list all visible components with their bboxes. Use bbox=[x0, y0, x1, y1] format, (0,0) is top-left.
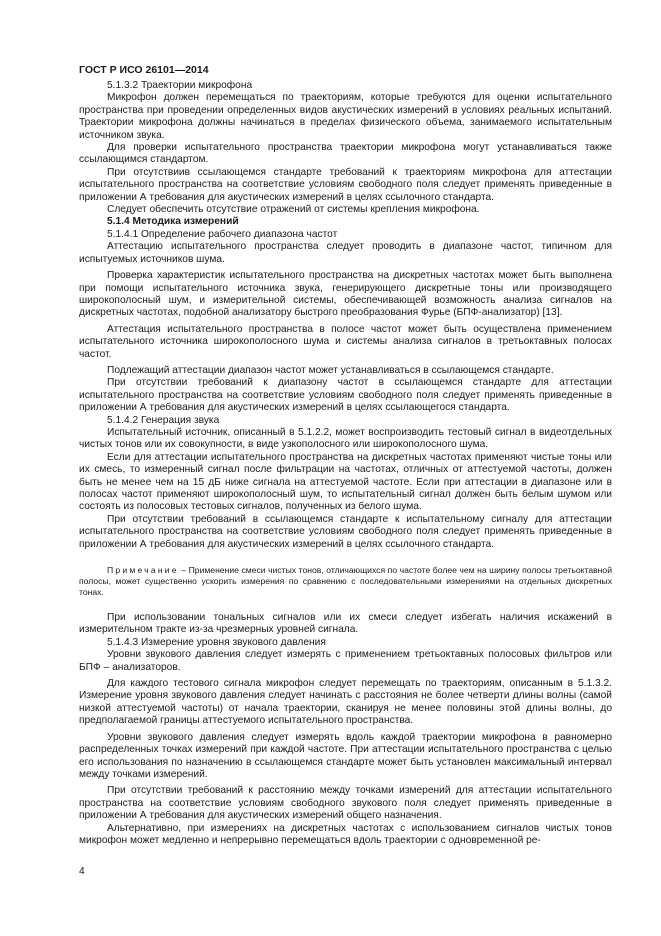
paragraph: Уровни звукового давления следует измерять с применением третьоктавных полосовых фильтров или БПФ – анализаторов. bbox=[79, 649, 612, 673]
paragraph: При отсутствии требований к расстоянию между точками измерений для аттестации испытательного пространства на соответствие условиям свободного звукового поля следует применять приведенные в приложении А требования для акустических измерений общего назначения. bbox=[79, 785, 612, 822]
paragraph: 5.1.3.2 Траектории микрофона bbox=[107, 80, 253, 91]
paragraph: Уровни звукового давления следует измерять вдоль каждой траектории микрофона в равномерно распределенных точках измерений при каждой частоте. При аттестации испытательного пространства с целью его использования по назначению в ссылающемся стандарте может быть установлен максимальный интервал между точками измерений. bbox=[79, 731, 612, 780]
paragraph: При отсутствии требований к диапазону частот в ссылающемся стандарте для аттестации испытательного пространства на соответствие условиям свободного поля следует применять приведенные в приложении А требования для акустических измерений в целях ссылающегося стандарта. bbox=[79, 377, 612, 414]
paragraph: Для проверки испытательного пространства траектории микрофона могут устанавливаться также ссылающимся стандартом. bbox=[79, 142, 612, 166]
paragraph: 5.1.4.1 Определение рабочего диапазона частот bbox=[107, 228, 338, 240]
paragraph: Микрофон должен перемещаться по траекториям, которые требуются для оценки испытательного пространства при проведении определенных видов акустических измерений в условиях реальных испытаний. Траектории микрофона должны начинаться в пределах физического объема, занимаемого испытательным источником звука. bbox=[79, 92, 612, 141]
document-body bbox=[79, 80, 612, 847]
note-label: Примечание bbox=[107, 565, 179, 576]
paragraph: При отсутствиив ссылающемся стандарте требований к траекториям микрофона для аттестации испытательного пространства на соответствие условиям свободного поля следует применять приведенные в приложении А требования для акустических измерений в целях ссылочного стандарта. bbox=[79, 166, 612, 203]
paragraphs-bottom bbox=[79, 612, 612, 847]
note bbox=[79, 565, 612, 598]
paragraph: Испытательный источник, описанный в 5.1.2.2, может воспроизводить тестовый сигнал в видеотдельных чистых тонов или их совокупности, в виде узкополосного или широкополосного шума. bbox=[79, 426, 612, 451]
paragraph: Для каждого тестового сигнала микрофон следует перемещать по траекториям, описанным в 5.1.3.2. Измерение уровня звукового давления следует начинать с расстояния не более четверти длины волны (самой низкой аттестуемой частоты) от начала траектории, сканируя не менее половины этой длины волны, до предполагаемой границы аттестуемого испытательного пространства. bbox=[79, 678, 612, 727]
document-header: ГОСТ Р ИСО 26101—2014 bbox=[79, 64, 209, 76]
paragraph: Следует обеспечить отсутствие отражений от системы крепления микрофона. bbox=[107, 204, 480, 216]
paragraph: Если для аттестации испытательного пространства на дискретных частотах применяют чистые тоны или их смесь, то измеренный сигнал после фильтрации на частотах, отличных от аттестуемой частоты, должен быть не менее чем на 15 дБ ниже сигнала на аттестуемой частоте. Если при аттестации в диапазоне или в полосах частот применяют широкополосный шум, то испытательный сигнал должен быть белым шумом или состоять из полосовых тестовых сигналов, полученных из белого шума. bbox=[79, 451, 612, 513]
paragraph: При отсутствии требований в ссылающемся стандарте к испытательному сигналу для аттестации испытательного пространства на соответствие условиям свободного поля следует применять приведенные в приложении А требования для акустических измерений в целях ссылочного стандарта. bbox=[79, 513, 612, 550]
paragraph: 5.1.4.2 Генерация звука bbox=[107, 414, 220, 426]
paragraph: 5.1.4.3 Измерение уровня звукового давления bbox=[107, 636, 326, 648]
paragraphs-top bbox=[79, 80, 612, 551]
paragraph: 5.1.4 Методика измерений bbox=[107, 216, 239, 228]
paragraph: Аттестация испытательного пространства в полосе частот может быть осуществлена применением испытательного источника широкополосного шума и системы анализа сигналов в третьоктавных полосах частот. bbox=[79, 323, 612, 360]
note-text: – Применение смеси чистых тонов, отличающихся по частоте более чем на ширину полосы третьоктавной полосы, может существенно ускорить измерения по сравнению с последовательными измерениями на отдельных дискретных тонах. bbox=[79, 565, 612, 598]
page-number: 4 bbox=[79, 866, 85, 877]
paragraph: Проверка характеристик испытательного пространства на дискретных частотах может быть выполнена при помощи испытательного источника звука, генерирующего дискретные тоны или производящего широкополосный шум, и измерительной системы, обеспечивающей возможность анализа сигналов на дискретных частотах, подобной анализатору быстрого преобразования Фурье (БПФ-анализатор) [13]. bbox=[79, 270, 612, 319]
paragraph: При использовании тональных сигналов или их смеси следует избегать наличия искажений в измерительном тракте из-за чрезмерных уровней сигнала. bbox=[79, 612, 612, 636]
paragraph: Аттестацию испытательного пространства следует проводить в диапазоне частот, типичном для испытуемых источников шума. bbox=[79, 241, 612, 265]
paragraph: Альтернативно, при измерениях на дискретных частотах с использованием сигналов чистых тонов микрофон может медленно и непрерывно перемещаться вдоль траектории с одновременной ре- bbox=[79, 822, 612, 846]
paragraph: Подлежащий аттестации диапазон частот может устанавливаться в ссылающемся стандарте. bbox=[107, 364, 554, 376]
